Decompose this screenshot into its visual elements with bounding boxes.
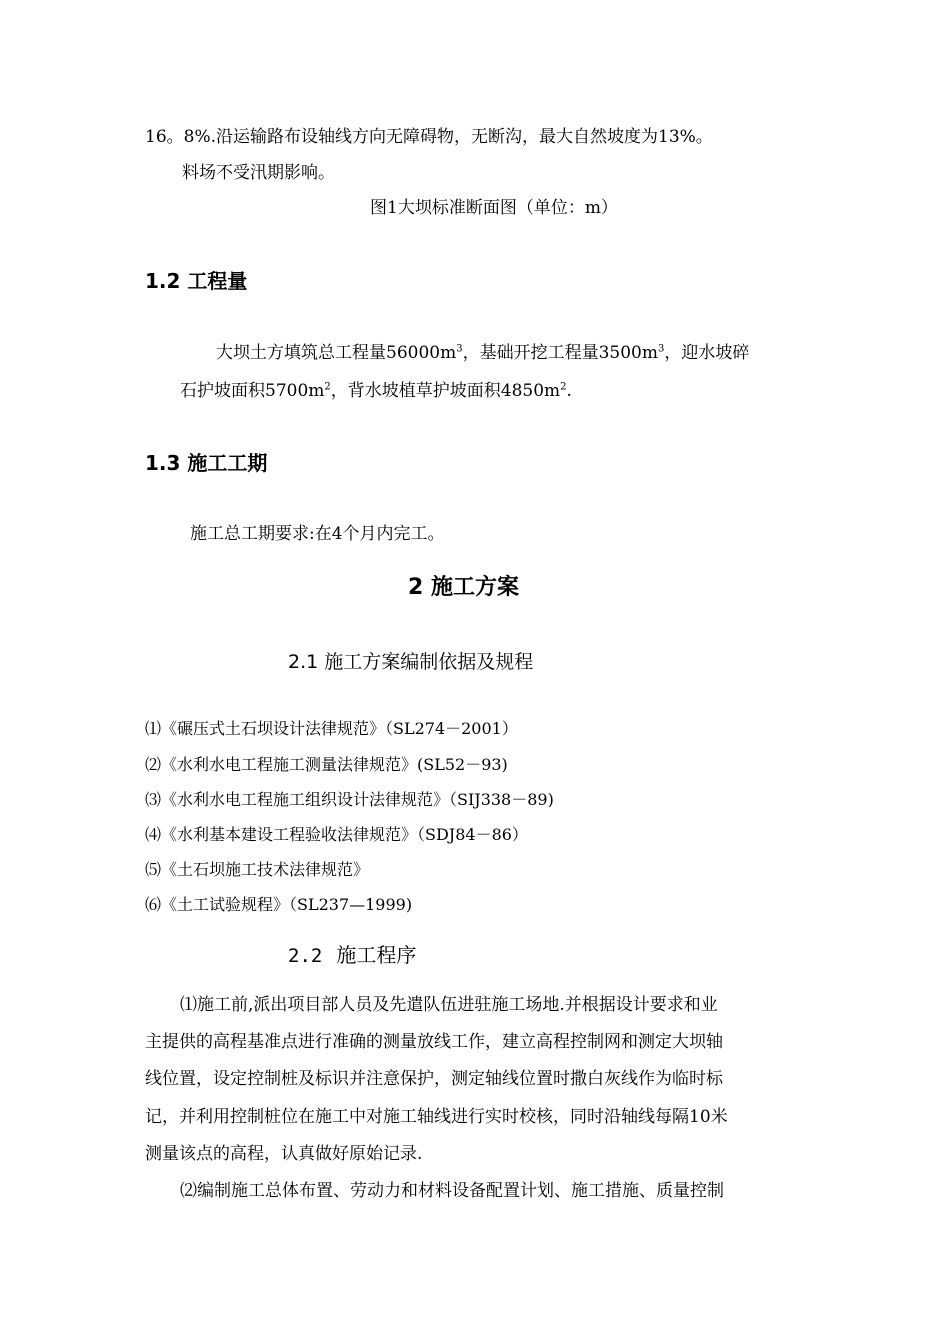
superscript: 3 <box>456 343 463 355</box>
text-run: . <box>566 381 572 401</box>
body-line: 测量该点的高程，认真做好原始记录. <box>145 1144 423 1164</box>
body-line <box>216 343 749 363</box>
body-line: 主提供的高程基准点进行准确的测量放线工作，建立高程控制网和测定大坝轴 <box>145 1032 723 1052</box>
superscript: 2 <box>560 381 567 393</box>
text-run: 石护坡面积5700m <box>180 381 325 401</box>
body-line: ⑴施工前,派出项目部人员及先遣队伍进驻施工场地.并根据设计要求和业 <box>180 995 718 1015</box>
text-run: ，迎水坡碎 <box>664 343 750 363</box>
superscript: 3 <box>657 343 665 355</box>
body-line: 16。8%.沿运输路布设轴线方向无障碍物，无断沟，最大自然坡度为13%。 <box>145 127 713 147</box>
section-heading-2-2 <box>288 939 416 968</box>
chapter-heading: 2 施工方案 <box>408 575 519 600</box>
body-line: 记，并利用控制桩位在施工中对施工轴线进行实时校核，同时沿轴线每隔10米 <box>145 1107 728 1127</box>
section-heading-1-2: 1.2 工程量 <box>145 269 248 293</box>
reference-item: ⑵《水利水电工程施工测量法律规范》(SL52－93) <box>145 755 508 774</box>
section-number: 2.2 <box>288 945 323 967</box>
superscript: 2 <box>324 381 331 393</box>
reference-item: ⑴《碾压式土石坝设计法律规范》（SL274－2001） <box>145 719 518 738</box>
body-line: ⑵编制施工总体布置、劳动力和材料设备配置计划、施工措施、质量控制 <box>180 1181 724 1201</box>
reference-item: ⑷《水利基本建设工程验收法律规范》（SDJ84－86） <box>145 825 528 844</box>
text-run: ，基础开挖工程量3500m <box>462 343 658 363</box>
text-run: 大坝土方填筑总工程量56000m <box>216 343 457 363</box>
reference-item: ⑶《水利水电工程施工组织设计法律规范》（SIJ338－89) <box>145 790 554 809</box>
body-line: 线位置，设定控制桩及标识并注意保护，测定轴线位置时撒白灰线作为临时标 <box>145 1069 723 1089</box>
figure-caption: 图1大坝标准断面图（单位：m） <box>370 198 618 218</box>
reference-item: ⑹《土工试验规程》（SL237—1999) <box>145 895 413 914</box>
text-run: ，背水坡植草护坡面积4850m <box>330 381 561 401</box>
body-line: 料场不受汛期影响。 <box>182 163 335 183</box>
section-title: 施工程序 <box>336 943 417 967</box>
section-heading-2-1: 2.1 施工方案编制依据及规程 <box>288 651 534 673</box>
section-heading-1-3: 1.3 施工工期 <box>145 451 268 475</box>
reference-item: ⑸《土石坝施工技术法律规范》 <box>145 860 370 879</box>
body-line <box>180 381 572 401</box>
body-line: 施工总工期要求:在4个月内完工。 <box>190 524 445 544</box>
